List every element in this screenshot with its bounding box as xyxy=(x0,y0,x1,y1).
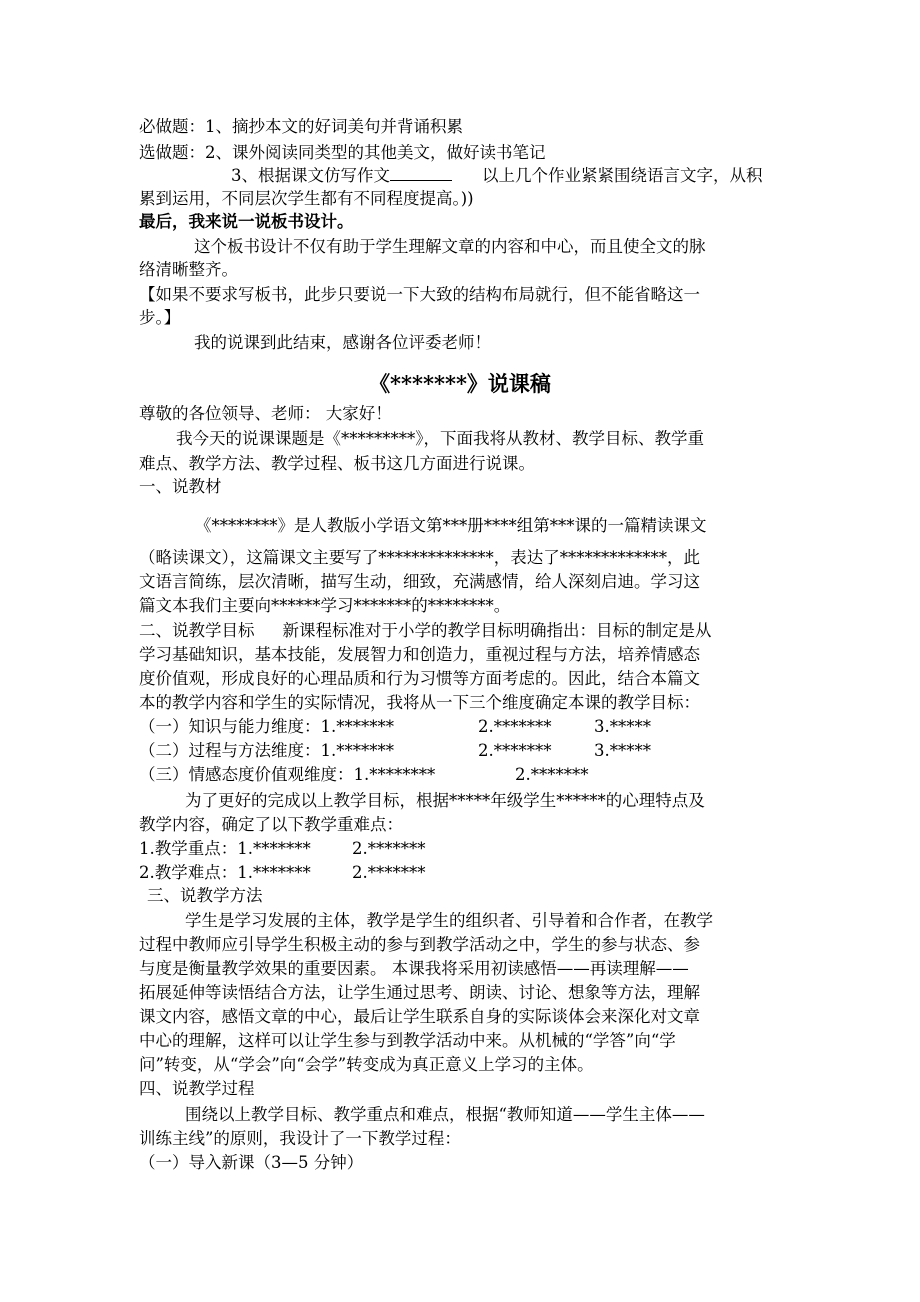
text-line: 课文内容，感悟文章的中心，最后让学生联系自身的实际谈体会来深化对文章 xyxy=(139,1007,700,1026)
section-heading: 最后，我来说一说板书设计。 xyxy=(139,212,354,231)
text-line: 过程中教师应引导学生积极主动的参与到教学活动之中，学生的参与状态、参 xyxy=(139,935,700,954)
goal-item: （一）知识与能力维度：1.******* xyxy=(139,717,394,736)
goal-row xyxy=(139,714,792,740)
section-heading: 四、说教学过程 xyxy=(139,1079,255,1098)
text-line: 这个板书设计不仅有助于学生理解文章的内容和中心，而且使全文的脉 xyxy=(194,237,706,256)
text-line: 学生是学习发展的主体，教学是学生的组织者、引导着和合作者，在教学 xyxy=(185,911,713,930)
goal-item: 3.***** xyxy=(594,741,651,760)
text-line: 难点、教学方法、教学过程、板书这几方面进行说课。 xyxy=(139,454,535,473)
text-line: 围绕以上教学目标、教学重点和难点，根据“教师知道——学生主体—— xyxy=(185,1105,705,1124)
text-span: 新课程标准对于小学的教学目标明确指出：目标的制定是从 xyxy=(282,621,712,640)
greeting: 尊敬的各位领导、老师： 大家好！ xyxy=(139,404,392,423)
document-title: 《*******》说课稿 xyxy=(369,371,551,396)
text-line: 《********》是人教版小学语文第***册****组第***课的一篇精读课文 xyxy=(195,516,707,535)
goal-item: （二）过程与方法维度：1.******* xyxy=(139,741,394,760)
text-span: 以上几个作业紧紧围绕语言文字，从积 xyxy=(482,166,763,185)
key-item: 2.******* xyxy=(352,839,426,858)
text-span: 3、根据课文仿写作文 xyxy=(231,166,390,185)
text-line: （一）导入新课（3—5 分钟） xyxy=(139,1153,364,1172)
text-line: 必做题：1、摘抄本文的好词美句并背诵积累 xyxy=(139,117,463,136)
text-line: 问”转变，从“学会”向“会学”转变成为真正意义上学习的主体。 xyxy=(139,1055,594,1074)
text-line: 为了更好的完成以上教学目标，根据*****年级学生******的心理特点及 xyxy=(185,791,705,810)
text-line: 【如果不要求写板书，此步只要说一下大致的结构布局就行，但不能省略这一 xyxy=(139,285,700,304)
text-line: 步。】 xyxy=(139,308,181,327)
goal-row xyxy=(139,738,792,764)
text-line: 本的教学内容和学生的实际情况，我将从一下三个维度确定本课的教学目标： xyxy=(139,693,700,712)
key-row xyxy=(139,836,792,862)
text-line: 我今天的说课课题是《*********》，下面我将从教材、教学目标、教学重 xyxy=(176,429,704,448)
text-line: 学习基础知识，基本技能，发展智力和创造力，重视过程与方法，培养情感态 xyxy=(139,645,700,664)
text-line: 选做题：2、课外阅读同类型的其他美文，做好读书笔记 xyxy=(139,143,546,162)
key-item: 2.******* xyxy=(352,863,426,882)
section-heading: 二、说教学目标 xyxy=(139,621,255,640)
text-line: 与度是衡量教学效果的重要因素。 本课我将采用初读感悟——再读理解—— xyxy=(139,959,689,978)
text-line: 拓展延伸等读悟结合方法，让学生通过思考、朗读、讨论、想象等方法，理解 xyxy=(139,983,700,1002)
section-heading: 三、说教学方法 xyxy=(147,886,263,905)
goal-item: 2.******* xyxy=(515,765,589,784)
key-item: 2.教学难点：1.******* xyxy=(139,863,311,882)
goal-item: 2.******* xyxy=(478,741,552,760)
text-line xyxy=(139,618,792,644)
text-line: 中心的理解，这样可以让学生参与到教学活动中来。从机械的“学答”向“学 xyxy=(139,1031,676,1050)
key-item: 1.教学重点：1.******* xyxy=(139,839,311,858)
goal-item: 2.******* xyxy=(478,717,552,736)
text-line: 累到运用，不同层次学生都有不同程度提高。)) xyxy=(139,189,474,208)
goal-item: （三）情感态度价值观维度：1.******** xyxy=(139,765,436,784)
goal-row xyxy=(139,762,792,788)
text-line: 度价值观，形成良好的心理品质和行为习惯等方面考虑的。因此，结合本篇文 xyxy=(139,669,700,688)
text-line: 文语言简练，层次清晰，描写生动，细致，充满感情，给人深刻启迪。学习这 xyxy=(139,572,700,591)
fill-blank xyxy=(390,166,452,181)
goal-item: 3.***** xyxy=(594,717,651,736)
text-line: 教学内容，确定了以下教学重难点： xyxy=(139,815,403,834)
section-heading: 一、说教材 xyxy=(139,477,222,496)
text-line: 训练主线”的原则，我设计了一下教学过程： xyxy=(139,1129,461,1148)
text-line: 篇文本我们主要向******学习*******的********。 xyxy=(139,596,511,615)
text-line: 络清晰整齐。 xyxy=(139,260,238,279)
text-line: 我的说课到此结束，感谢各位评委老师！ xyxy=(194,333,491,352)
text-line: （略读课文），这篇课文主要写了**************，表达了*************，此 xyxy=(139,548,700,567)
